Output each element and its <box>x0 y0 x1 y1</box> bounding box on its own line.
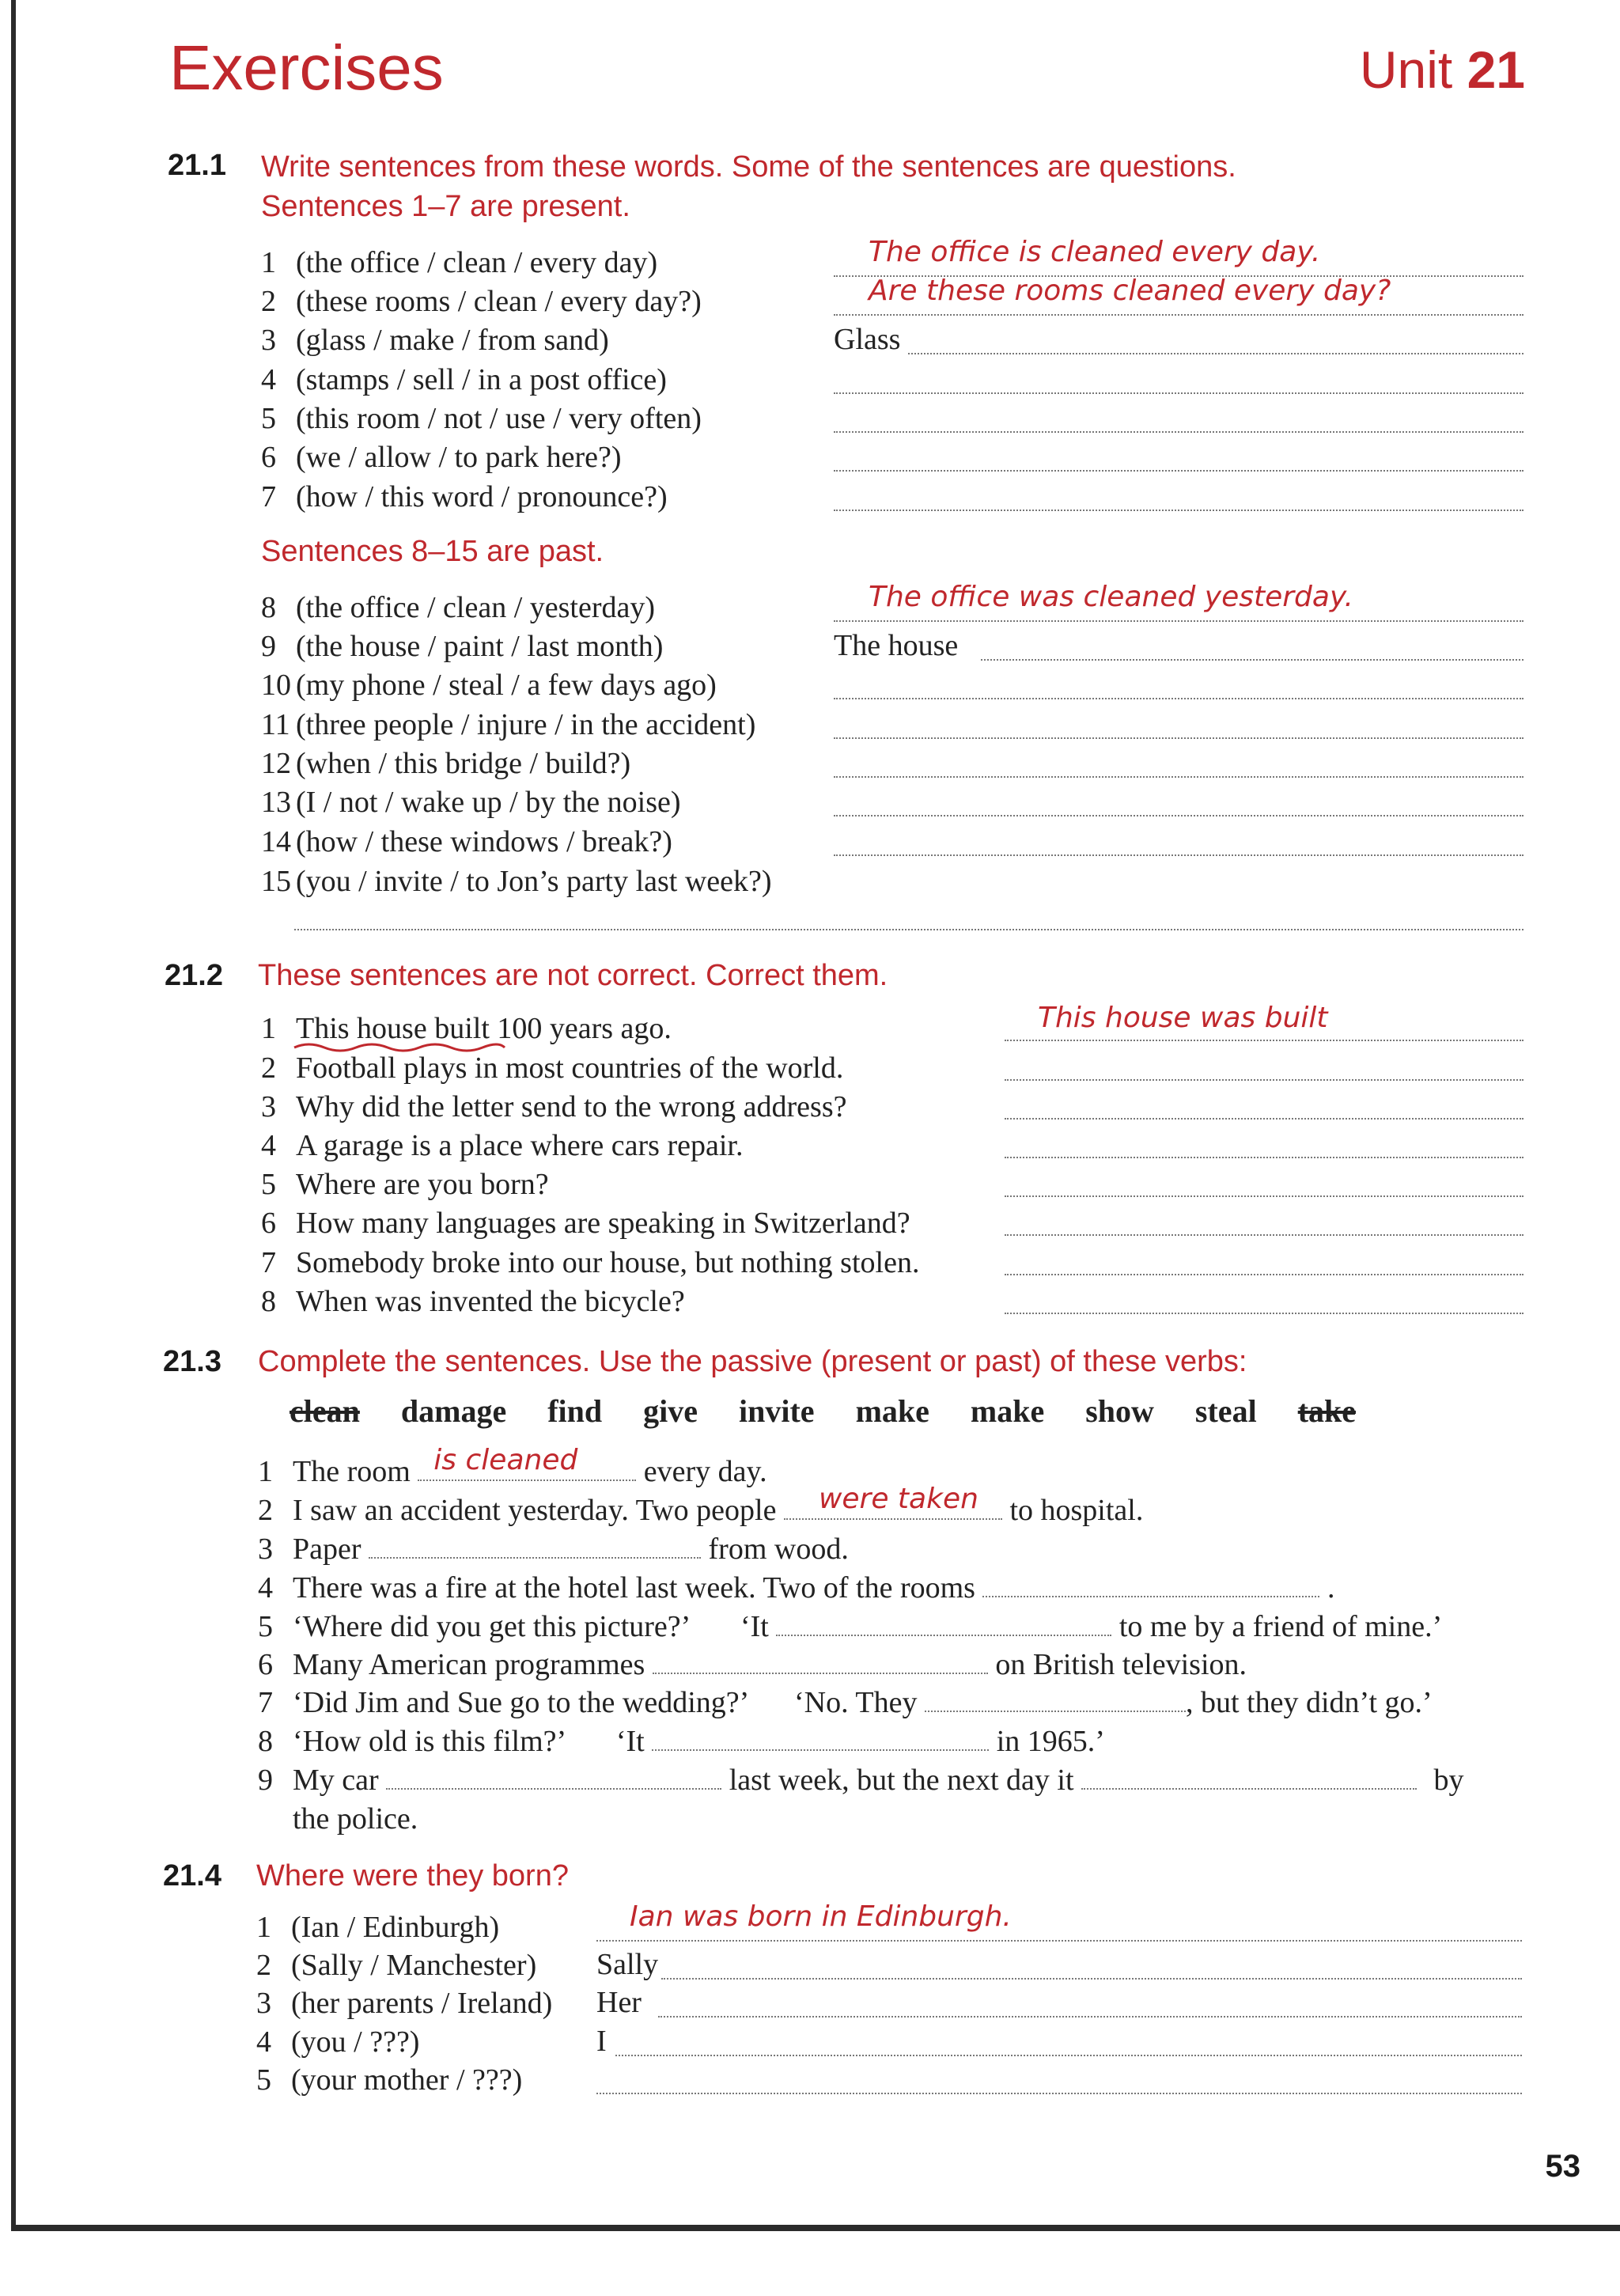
item-number: 5 <box>261 1168 276 1201</box>
exercise-title: These sentences are not correct. Correct them. <box>258 959 888 992</box>
item-prompt: (when / this bridge / build?) <box>296 747 631 780</box>
answer-line[interactable] <box>834 854 1523 856</box>
sentence-5: 5 ‘Where did you get this picture?’ ‘It to me by a friend of mine.’ <box>258 1610 1443 1643</box>
item-prompt: (her parents / Ireland) <box>291 1987 553 2020</box>
item-number: 6 <box>261 1207 276 1240</box>
item-prompt: (your mother / ???) <box>291 2063 523 2097</box>
item-prompt: (you / invite / to Jon’s party last week?) <box>296 865 772 898</box>
exercise-item <box>261 1283 685 1320</box>
answer-blank[interactable] <box>386 1764 721 1790</box>
item-sentence: When was invented the bicycle? <box>296 1285 685 1318</box>
item-prompt: (three people / injure / in the accident) <box>296 708 756 741</box>
answer-line[interactable] <box>834 314 1523 316</box>
item-prompt: (Ian / Edinburgh) <box>291 1911 500 1944</box>
answer-line[interactable] <box>596 2093 1522 2094</box>
handwritten-answer: This house was built <box>1038 1002 1328 1034</box>
exercise-number: 21.4 <box>163 1859 221 1892</box>
item-number: 3 <box>261 324 276 357</box>
answer-blank[interactable] <box>784 1483 1002 1520</box>
item-number: 11 <box>261 708 290 741</box>
item-number: 15 <box>261 865 291 898</box>
answer-line[interactable] <box>834 431 1523 433</box>
answer-line[interactable] <box>1005 1157 1523 1158</box>
item-prompt: (these rooms / clean / every day?) <box>296 285 702 318</box>
item-number: 1 <box>256 1911 271 1944</box>
verb-word: give <box>643 1393 698 1429</box>
sentence-9: 9 My car last week, but the next day it by <box>258 1764 1464 1797</box>
exercise-item <box>261 744 630 782</box>
item-number: 4 <box>256 2025 271 2059</box>
exercise-number: 21.1 <box>168 149 226 182</box>
item-prompt: (you / ???) <box>291 2025 420 2059</box>
answer-line[interactable] <box>1005 1313 1523 1314</box>
exercise-title: Where were they born? <box>256 1859 569 1892</box>
sentence-6: 6 Many American programmes on British television. <box>258 1648 1247 1681</box>
item-number: 14 <box>261 825 291 858</box>
verb-word: invite <box>739 1393 815 1429</box>
verb-word: make <box>855 1393 929 1429</box>
answer-line[interactable] <box>661 1978 1522 1980</box>
verb-word-list <box>290 1392 1397 1430</box>
verb-word: make <box>970 1393 1045 1429</box>
item-number: 4 <box>261 1129 276 1162</box>
left-border <box>11 0 16 2230</box>
exercise-item <box>261 627 663 665</box>
answer-start: The house <box>834 629 959 662</box>
answer-line[interactable] <box>834 510 1523 511</box>
item-number: 8 <box>261 591 276 624</box>
item-prompt: (the office / clean / yesterday) <box>296 591 656 624</box>
exercise-item <box>261 862 772 900</box>
exercise-item <box>261 1088 846 1126</box>
exercise-item <box>256 2061 522 2099</box>
answer-blank[interactable] <box>369 1533 701 1559</box>
answer-line[interactable] <box>1005 1195 1523 1197</box>
answer-blank[interactable] <box>982 1572 1319 1597</box>
item-sentence: How many languages are speaking in Switzerland? <box>296 1207 910 1240</box>
answer-line[interactable] <box>1005 1040 1523 1041</box>
item-number: 1 <box>261 1012 276 1045</box>
item-number: 1 <box>261 246 276 279</box>
exercise-item <box>261 1127 743 1165</box>
exercise-item <box>261 589 655 627</box>
item-number: 10 <box>261 669 291 702</box>
sentence-9-continued: the police. <box>293 1802 418 1836</box>
item-number: 2 <box>261 1051 276 1085</box>
item-prompt: (I / not / wake up / by the noise) <box>296 786 681 819</box>
answer-line[interactable] <box>834 470 1523 472</box>
handwritten-answer: Are these rooms cleaned every day? <box>869 275 1391 307</box>
item-sentence: A garage is a place where cars repair. <box>296 1129 744 1162</box>
answer-line[interactable] <box>1005 1274 1523 1275</box>
item-prompt: (glass / make / from sand) <box>296 324 609 357</box>
answer-blank[interactable] <box>418 1444 636 1481</box>
exercise-item <box>261 400 702 438</box>
page-title: Exercises <box>169 32 444 103</box>
exercise-item <box>261 666 717 704</box>
item-number: 3 <box>261 1090 276 1123</box>
item-sentence: Why did the letter send to the wrong address? <box>296 1090 847 1123</box>
exercise-item <box>256 1984 552 2022</box>
bottom-border <box>11 2225 1620 2231</box>
item-number: 5 <box>261 402 276 435</box>
answer-line[interactable] <box>834 815 1523 816</box>
answer-line[interactable] <box>834 620 1523 622</box>
page-number: 53 <box>1545 2149 1580 2184</box>
sentence-7: 7 ‘Did Jim and Sue go to the wedding?’ ‘No. They , but they didn’t go.’ <box>258 1686 1433 1719</box>
answer-start: Glass <box>834 323 901 356</box>
item-sentence: Football plays in most countries of the world. <box>296 1051 844 1085</box>
item-sentence: Where are you born? <box>296 1168 549 1201</box>
answer-blank[interactable] <box>776 1611 1111 1636</box>
item-number: 7 <box>261 1246 276 1279</box>
answer-line[interactable] <box>615 2055 1522 2056</box>
exercise-item <box>261 321 609 359</box>
exercise-item <box>261 823 672 861</box>
verb-word: steal <box>1194 1393 1257 1429</box>
verb-word: damage <box>400 1393 507 1429</box>
answer-start: Sally <box>596 1948 659 1981</box>
handwritten-answer: is cleaned <box>433 1444 578 1476</box>
item-number: 4 <box>261 363 276 396</box>
item-prompt: (stamps / sell / in a post office) <box>296 363 667 396</box>
handwritten-answer: The office was cleaned yesterday. <box>869 581 1353 613</box>
exercise-item <box>261 282 702 320</box>
exercise-item <box>261 244 657 282</box>
answer-line[interactable] <box>908 353 1523 354</box>
item-number: 7 <box>261 480 276 513</box>
answer-line[interactable] <box>1005 1118 1523 1120</box>
item-prompt: (the office / clean / every day) <box>296 246 658 279</box>
answer-line[interactable] <box>1005 1079 1523 1081</box>
exercise-item <box>256 1946 536 1984</box>
unit-label: Unit 21 <box>1359 40 1525 99</box>
exercise-title: Complete the sentences. Use the passive (present or past) of these verbs: <box>258 1345 1247 1378</box>
answer-line[interactable] <box>658 2016 1522 2018</box>
item-number: 13 <box>261 786 291 819</box>
item-number: 9 <box>261 630 276 663</box>
exercise-item <box>261 361 667 399</box>
handwritten-answer: Ian was born in Edinburgh. <box>630 1900 1012 1933</box>
answer-line[interactable] <box>981 659 1523 661</box>
exercise-item <box>261 706 755 744</box>
exercise-item <box>261 478 668 516</box>
answer-line[interactable] <box>294 929 1523 930</box>
item-number: 2 <box>256 1949 271 1982</box>
sentence-3: 3 Paper from wood. <box>258 1533 849 1566</box>
item-prompt: (the house / paint / last month) <box>296 630 664 663</box>
sentence-2: 2 I saw an accident yesterday. Two people were taken to hospital. <box>258 1491 1143 1529</box>
sentence-1: 1 The room is cleaned every day. <box>258 1453 767 1491</box>
item-number: 5 <box>256 2063 271 2097</box>
exercise-item <box>261 1204 910 1242</box>
item-sentence: Somebody broke into our house, but nothing stolen. <box>296 1246 920 1279</box>
item-prompt: (my phone / steal / a few days ago) <box>296 669 717 702</box>
answer-blank[interactable] <box>652 1726 989 1751</box>
answer-line[interactable] <box>834 392 1523 394</box>
exercise-item <box>261 1165 549 1203</box>
verb-word: show <box>1085 1393 1154 1429</box>
item-prompt: (Sally / Manchester) <box>291 1949 537 1982</box>
exercise-item <box>261 438 622 476</box>
item-prompt: (how / this word / pronounce?) <box>296 480 668 513</box>
item-number: 12 <box>261 747 291 780</box>
exercise-number: 21.3 <box>163 1345 221 1378</box>
verb-word: take <box>1297 1393 1357 1429</box>
item-prompt: (how / these windows / break?) <box>296 825 672 858</box>
item-number: 6 <box>261 441 276 474</box>
exercise-subtitle: Sentences 8–15 are past. <box>261 535 604 568</box>
exercise-item <box>256 1908 499 1946</box>
handwritten-answer: The office is cleaned every day. <box>869 236 1321 268</box>
answer-line[interactable] <box>834 776 1523 778</box>
item-number: 3 <box>256 1987 271 2020</box>
exercise-number: 21.2 <box>165 959 223 992</box>
answer-blank[interactable] <box>653 1649 988 1674</box>
item-sentence: This house built 100 years ago. <box>296 1012 672 1045</box>
item-prompt: (we / allow / to park here?) <box>296 441 622 474</box>
answer-line[interactable] <box>834 698 1523 699</box>
exercise-item <box>261 783 681 821</box>
answer-line[interactable] <box>1005 1234 1523 1236</box>
answer-line[interactable] <box>834 737 1523 739</box>
answer-blank[interactable] <box>1081 1764 1417 1790</box>
answer-start: I <box>596 2025 607 2058</box>
exercise-item <box>256 2023 419 2061</box>
error-underline <box>293 1041 506 1055</box>
verb-word: find <box>547 1393 603 1429</box>
exercise-title: Write sentences from these words. Some of the sentences are questions. Sentences 1–7 are present. <box>261 150 1236 223</box>
answer-line[interactable] <box>596 1940 1522 1942</box>
item-number: 2 <box>261 285 276 318</box>
handwritten-answer: were taken <box>818 1483 978 1515</box>
answer-start: Her <box>596 1986 642 2019</box>
item-number: 8 <box>261 1285 276 1318</box>
item-prompt: (this room / not / use / very often) <box>296 402 702 435</box>
answer-blank[interactable] <box>925 1687 1186 1712</box>
sentence-8: 8 ‘How old is this film?’ ‘It in 1965.’ <box>258 1725 1105 1758</box>
exercise-item <box>261 1244 919 1282</box>
sentence-4: 4 There was a fire at the hotel last week. Two of the rooms . <box>258 1571 1335 1605</box>
verb-word: clean <box>290 1393 360 1429</box>
